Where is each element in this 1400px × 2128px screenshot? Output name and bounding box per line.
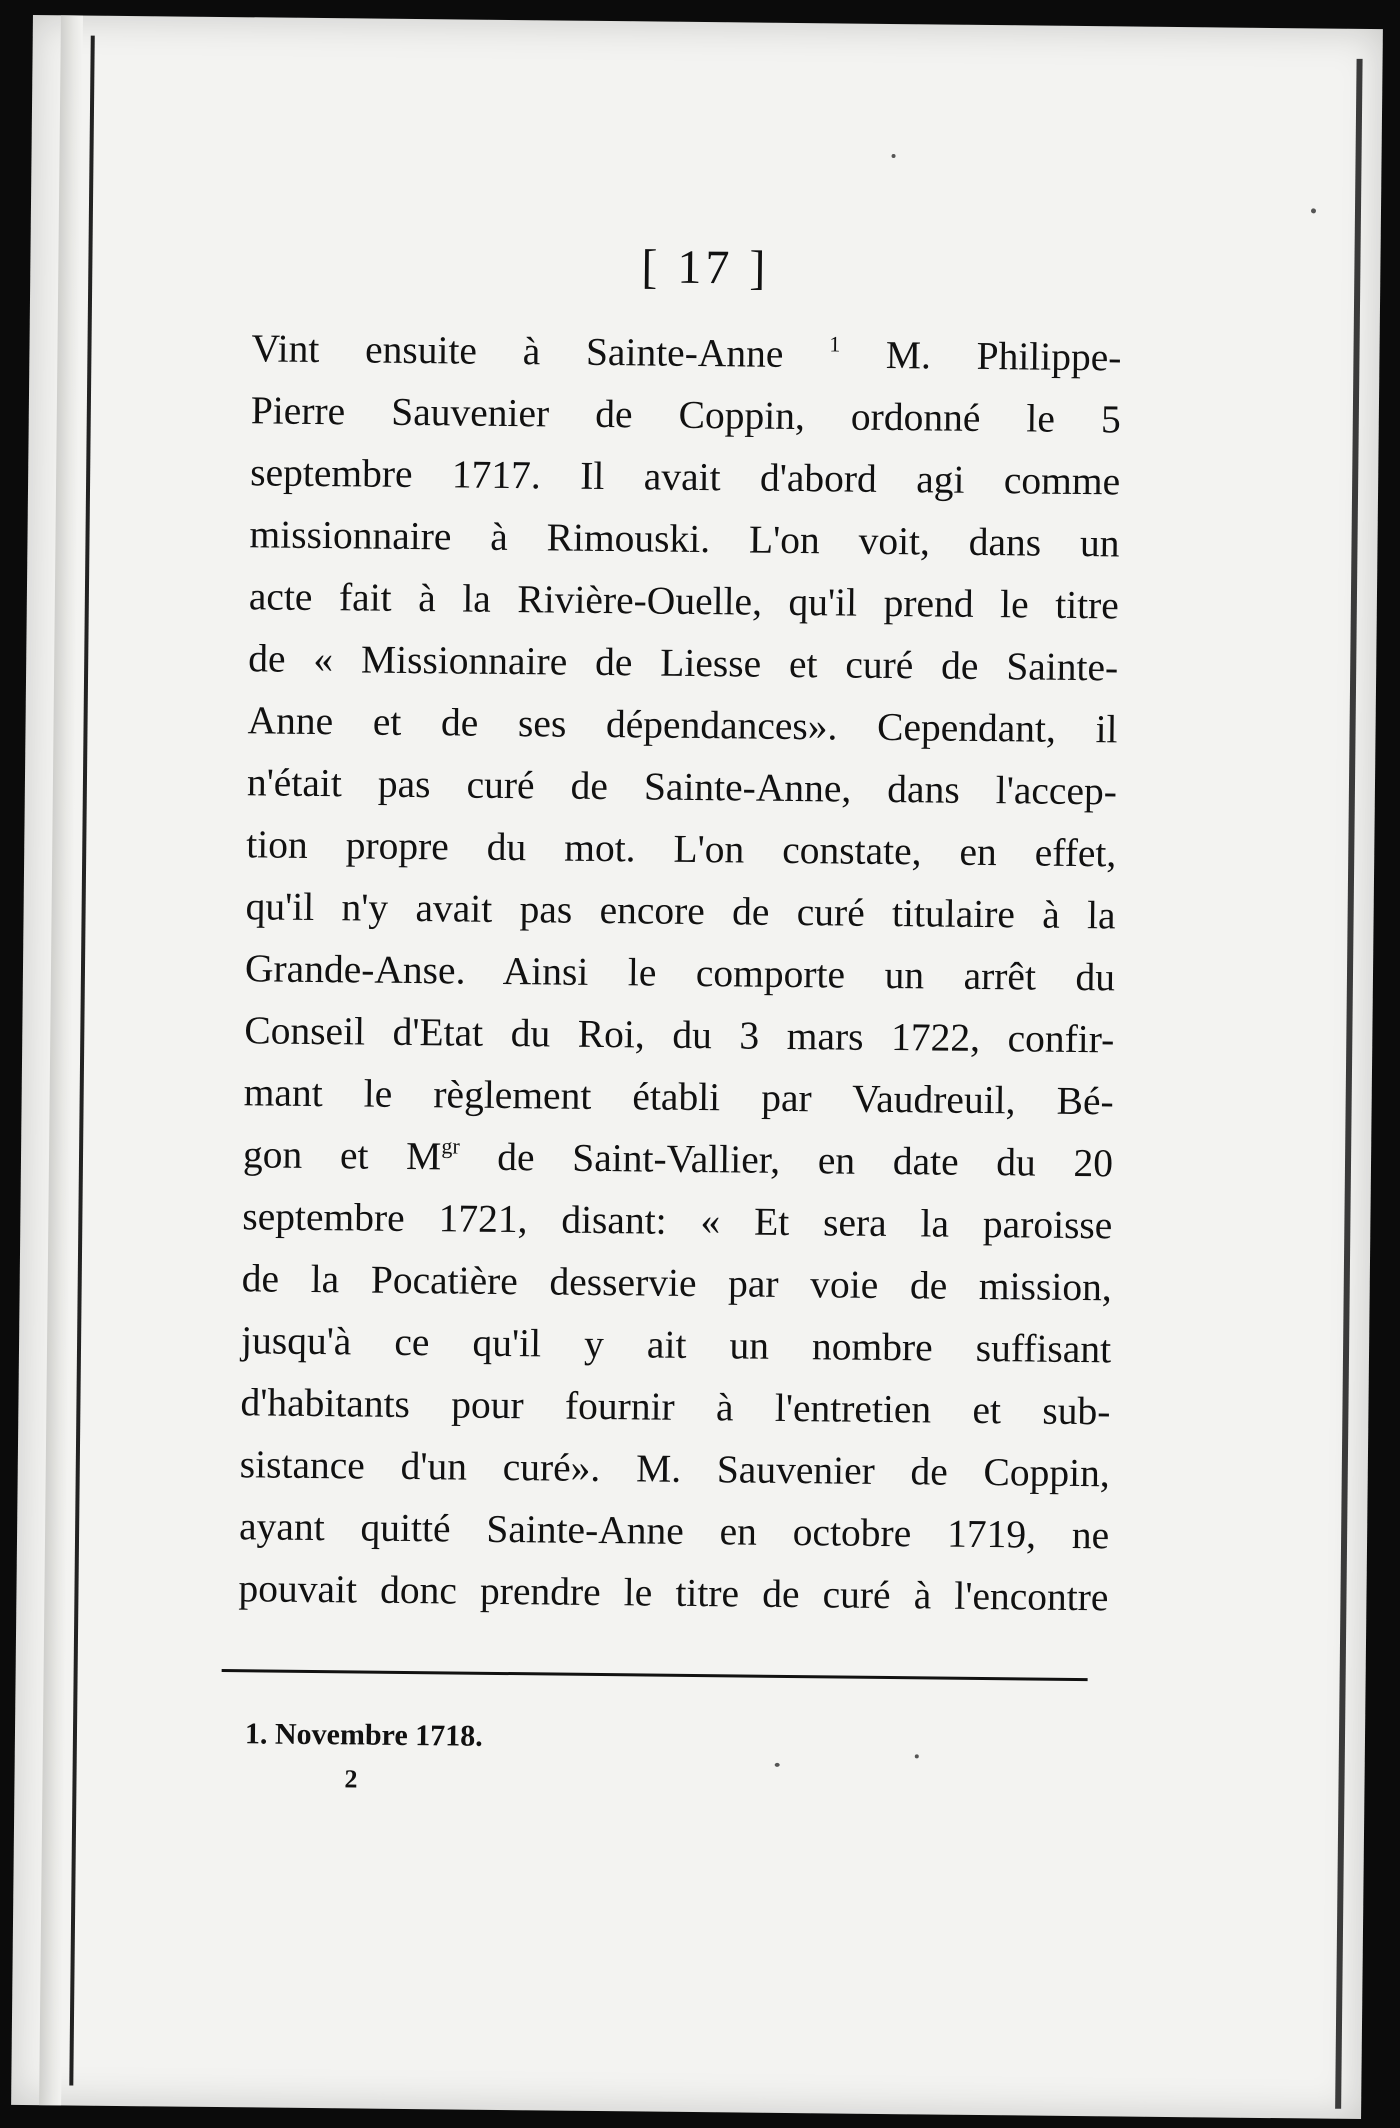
text-line-5: acte fait à la Rivière-Ouelle, qu'il prend le titre — [248, 574, 1120, 628]
text-line-10: qu'il n'y avait pas encore de curé titulaire à la — [245, 884, 1116, 938]
text-line-14-start: gon et M — [242, 1132, 442, 1179]
text-line-19: sistance d'un curé». M. Sauvenier de Coppin, — [239, 1442, 1110, 1496]
text-line-15: septembre 1721, disant: « Et sera la paroisse — [242, 1194, 1113, 1248]
text-line-14-end: de Saint-Vallier, en date du 20 — [459, 1134, 1114, 1186]
text-line-14 — [243, 1123, 1114, 1194]
scan-speck — [775, 1763, 780, 1767]
footnote: 1. Novembre 1718. — [244, 1717, 483, 1753]
monseigneur-abbrev: gr — [441, 1133, 460, 1159]
text-line-21: pouvait donc prendre le titre de curé à l'encontre — [238, 1566, 1109, 1620]
text-line-16: de la Pocatière desservie par voie de mission, — [241, 1256, 1112, 1310]
page-number: [ 17 ] — [641, 240, 770, 295]
text-line-3: septembre 1717. Il avait d'abord agi comme — [249, 450, 1121, 504]
footnote-rule — [222, 1669, 1088, 1681]
text-line-20: ayant quitté Sainte-Anne en octobre 1719, ne — [238, 1504, 1110, 1558]
text-line-17: jusqu'à ce qu'il y ait un nombre suffisant — [240, 1318, 1112, 1372]
text-line-12: Conseil d'Etat du Roi, du 3 mars 1722, confir- — [244, 1008, 1115, 1062]
text-line-2: Pierre Sauvenier de Coppin, ordonné le 5 — [250, 388, 1122, 442]
text-line-8: n'était pas curé de Sainte-Anne, dans l'accep- — [246, 760, 1118, 814]
text-line-13: mant le règlement établi par Vaudreuil, Bé- — [243, 1070, 1114, 1124]
scan-speck — [915, 1754, 919, 1758]
text-line-9: tion propre du mot. L'on constate, en effet, — [246, 822, 1117, 876]
scan-speck — [892, 154, 896, 158]
page-binding-shadow — [39, 15, 83, 2105]
text-line-4: missionnaire à Rimouski. L'on voit, dans un — [249, 512, 1120, 566]
text-line-1-end: M. Philippe- — [839, 332, 1122, 380]
body-text — [238, 317, 1122, 1628]
page-right-edge — [1335, 59, 1362, 2109]
signature-mark: 2 — [344, 1764, 358, 1794]
text-line-1 — [251, 317, 1122, 388]
book-page — [11, 15, 1383, 2119]
text-line-7: Anne et de ses dépendances». Cependant, il — [247, 698, 1118, 752]
footnote-ref: 1 — [829, 331, 841, 357]
text-line-11: Grande-Anse. Ainsi le comporte un arrêt du — [244, 946, 1116, 1000]
text-line-6: de « Missionnaire de Liesse et curé de Sainte- — [248, 636, 1119, 690]
scan-speck — [1311, 208, 1316, 213]
text-line-18: d'habitants pour fournir à l'entretien et sub- — [240, 1380, 1111, 1434]
text-line-1-start: Vint ensuite à Sainte-Anne — [251, 326, 784, 376]
